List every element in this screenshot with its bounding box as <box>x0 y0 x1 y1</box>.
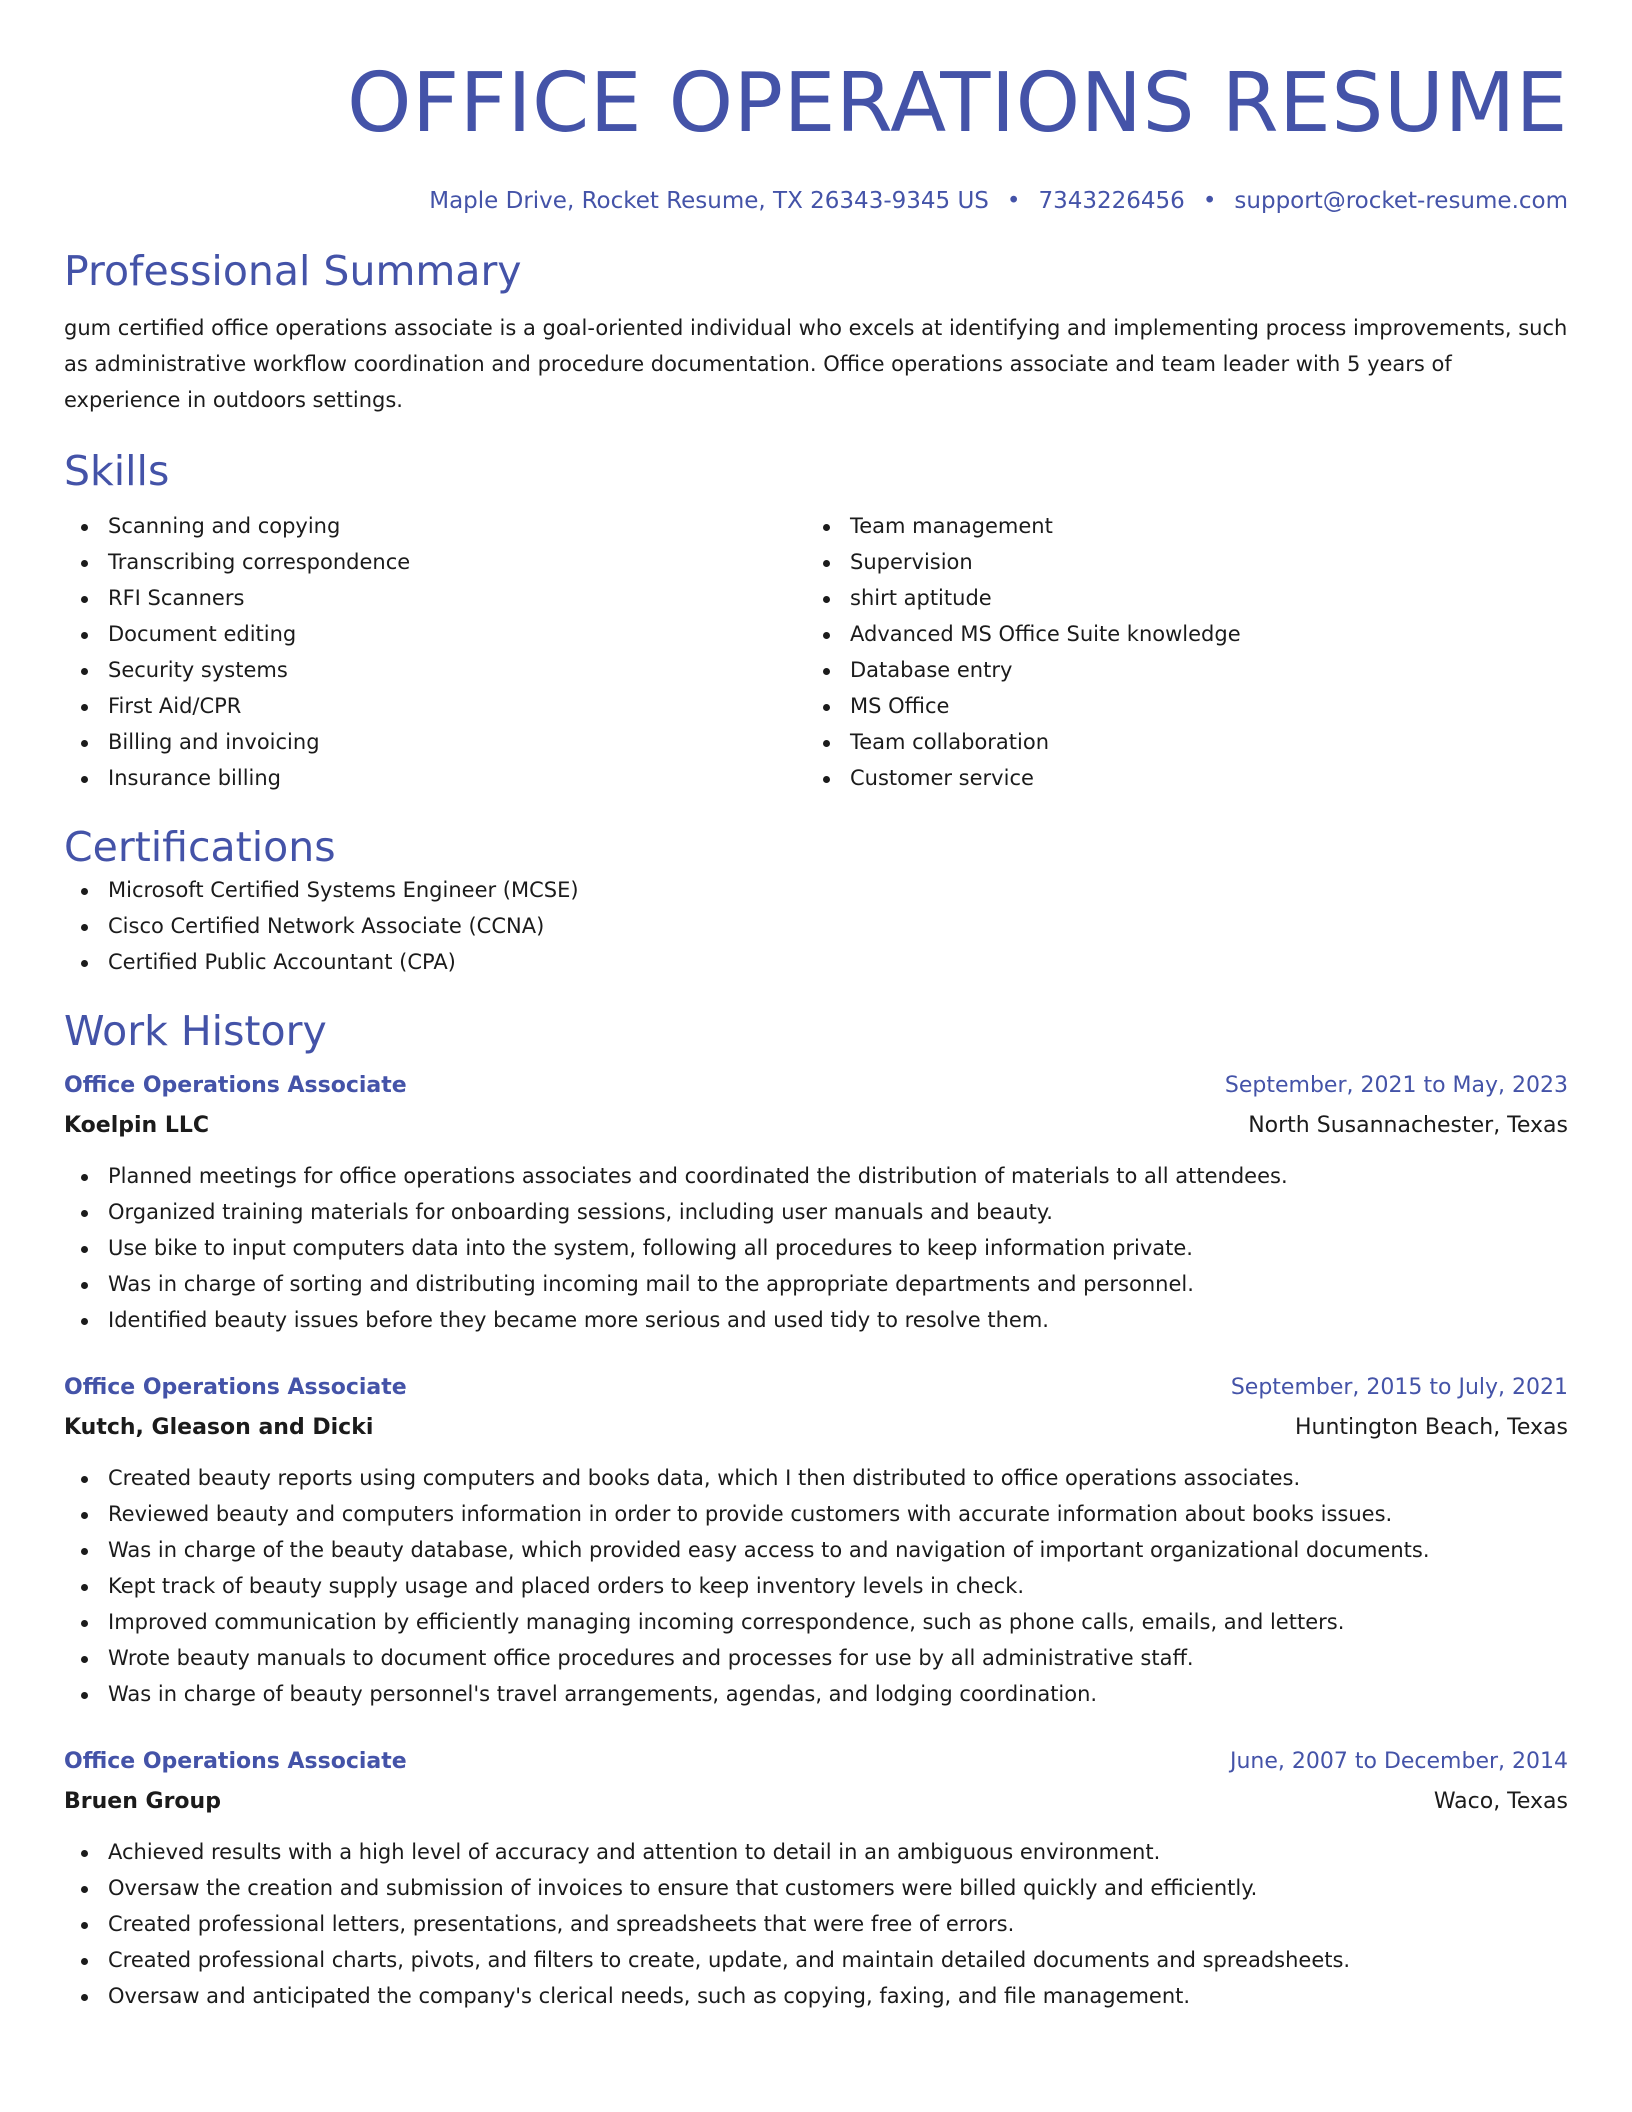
summary-heading: Professional Summary <box>64 247 522 295</box>
job-bullet: Oversaw and anticipated the company's clerical needs, such as copying, faxing, and file management. <box>64 1978 1568 2014</box>
job-header-row <box>64 1066 1568 1106</box>
job-header-row <box>64 1742 1568 1782</box>
job-bullet: Planned meetings for office operations associates and coordinated the distribution of materials to all attendees. <box>64 1158 1568 1194</box>
job-bullet: Improved communication by efficiently managing incoming correspondence, such as phone calls, emails, and letters. <box>64 1604 1568 1640</box>
job-company: Koelpin LLC <box>64 1113 210 1138</box>
job-bullets <box>64 1834 1568 2014</box>
work-history-heading: Work History <box>64 1007 327 1055</box>
contact-line <box>64 186 1568 216</box>
job-bullet: Oversaw the creation and submission of invoices to ensure that customers were billed quickly and efficiently. <box>64 1870 1568 1906</box>
skill-item: Document editing <box>64 616 806 652</box>
job-bullet: Wrote beauty manuals to document office procedures and processes for use by all administrative staff. <box>64 1640 1568 1676</box>
job-company-row <box>64 1782 1568 1822</box>
job-bullet: Was in charge of sorting and distributing incoming mail to the appropriate departments and personnel. <box>64 1266 1568 1302</box>
job-dates: June, 2007 to December, 2014 <box>1229 1749 1568 1774</box>
skill-item: Customer service <box>806 760 1506 796</box>
certification-item: Cisco Certified Network Associate (CCNA) <box>64 908 1568 944</box>
job-entry <box>64 1066 1568 1338</box>
job-bullet: Organized training materials for onboarding sessions, including user manuals and beauty. <box>64 1194 1568 1230</box>
contact-address: Maple Drive, Rocket Resume, TX 26343-9345 US <box>429 188 989 214</box>
skill-item: RFI Scanners <box>64 580 806 616</box>
certifications-heading: Certifications <box>64 823 336 871</box>
skills-column-left <box>64 508 806 796</box>
job-bullet: Achieved results with a high level of accuracy and attention to detail in an ambiguous environment. <box>64 1834 1568 1870</box>
skill-item: Transcribing correspondence <box>64 544 806 580</box>
job-entry <box>64 1742 1568 2014</box>
skill-item: Billing and invoicing <box>64 724 806 760</box>
job-bullet: Created professional letters, presentations, and spreadsheets that were free of errors. <box>64 1906 1568 1942</box>
skills-heading: Skills <box>64 447 170 495</box>
job-company: Bruen Group <box>64 1789 221 1814</box>
skill-item: Insurance billing <box>64 760 806 796</box>
skill-item: shirt aptitude <box>806 580 1506 616</box>
skill-item: Supervision <box>806 544 1506 580</box>
skill-item: First Aid/CPR <box>64 688 806 724</box>
skills-list <box>64 508 1568 796</box>
skill-item: Team collaboration <box>806 724 1506 760</box>
job-dates: September, 2015 to July, 2021 <box>1230 1375 1568 1400</box>
skill-item: Team management <box>806 508 1506 544</box>
job-location: North Susannachester, Texas <box>1248 1113 1568 1138</box>
certifications-list <box>64 872 1568 980</box>
job-company: Kutch, Gleason and Dicki <box>64 1415 374 1440</box>
job-bullet: Identified beauty issues before they became more serious and used tidy to resolve them. <box>64 1302 1568 1338</box>
job-company-row <box>64 1106 1568 1146</box>
job-header-row <box>64 1368 1568 1408</box>
job-bullets <box>64 1460 1568 1712</box>
job-entry <box>64 1368 1568 1712</box>
job-bullet: Was in charge of beauty personnel's travel arrangements, agendas, and lodging coordination. <box>64 1676 1568 1712</box>
job-location: Waco, Texas <box>1433 1789 1568 1814</box>
skill-item: Advanced MS Office Suite knowledge <box>806 616 1506 652</box>
job-bullet: Use bike to input computers data into the system, following all procedures to keep information private. <box>64 1230 1568 1266</box>
job-bullets <box>64 1158 1568 1338</box>
skill-item: Database entry <box>806 652 1506 688</box>
certification-item: Microsoft Certified Systems Engineer (MCSE) <box>64 872 1568 908</box>
skill-item: MS Office <box>806 688 1506 724</box>
job-bullet: Created professional charts, pivots, and filters to create, update, and maintain detailed documents and spreadsheets. <box>64 1942 1568 1978</box>
skill-item: Security systems <box>64 652 806 688</box>
job-role: Office Operations Associate <box>64 1375 407 1400</box>
skill-item: Scanning and copying <box>64 508 806 544</box>
job-bullet: Kept track of beauty supply usage and placed orders to keep inventory levels in check. <box>64 1568 1568 1604</box>
job-company-row <box>64 1408 1568 1448</box>
job-dates: September, 2021 to May, 2023 <box>1224 1073 1568 1098</box>
certification-item: Certified Public Accountant (CPA) <box>64 944 1568 980</box>
summary-text: gum certified office operations associate is a goal-oriented individual who excels at identifying and implementing process improvements, such as administrative workflow coordination and procedure documentation. Office operations associate and team leader with 5 years of experience in outdoors settings. <box>64 316 1568 412</box>
job-role: Office Operations Associate <box>64 1749 407 1774</box>
job-bullet: Was in charge of the beauty database, which provided easy access to and navigation of important organizational documents. <box>64 1532 1568 1568</box>
job-location: Huntington Beach, Texas <box>1294 1415 1568 1440</box>
job-role: Office Operations Associate <box>64 1073 407 1098</box>
skills-column-right <box>806 508 1506 796</box>
contact-email[interactable]: support@rocket-resume.com <box>1234 188 1568 214</box>
contact-separator: • <box>1202 188 1217 214</box>
contact-separator: • <box>1006 188 1021 214</box>
job-bullet: Created beauty reports using computers and books data, which I then distributed to office operations associates. <box>64 1460 1568 1496</box>
contact-phone: 7343226456 <box>1038 188 1185 214</box>
resume-title: OFFICE OPERATIONS RESUME <box>346 56 1568 151</box>
job-bullet: Reviewed beauty and computers information in order to provide customers with accurate information about books issues. <box>64 1496 1568 1532</box>
